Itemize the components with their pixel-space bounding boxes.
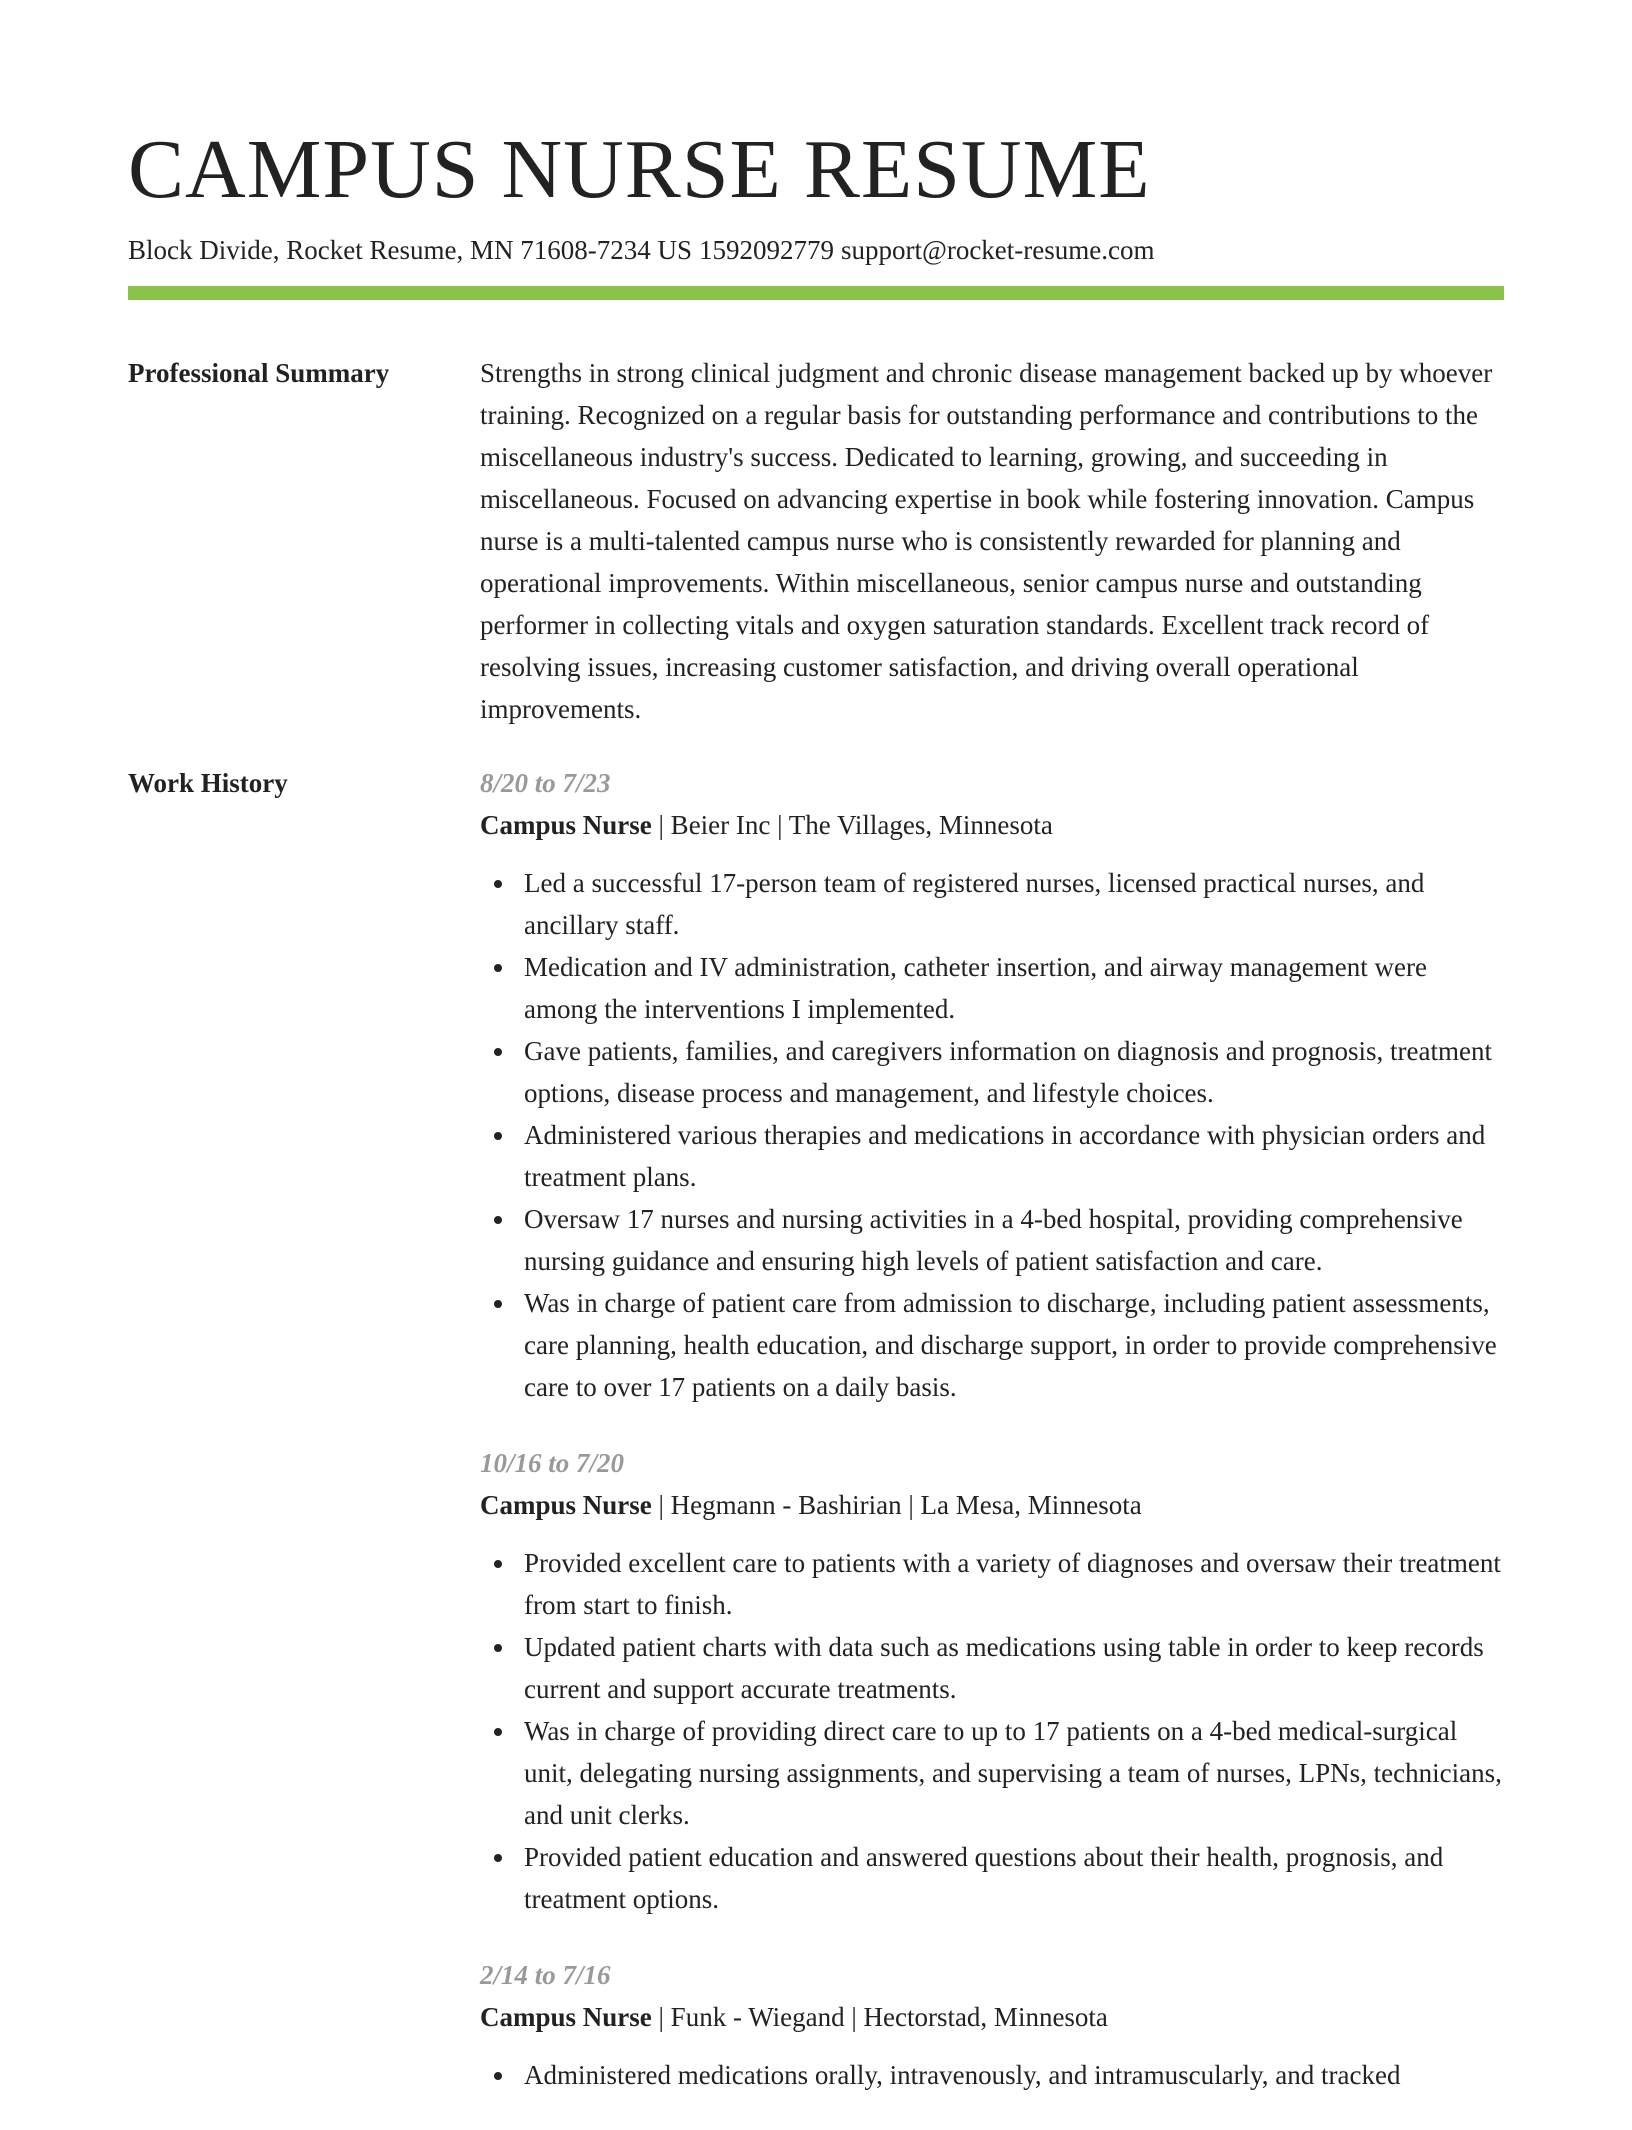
resume-title: CAMPUS NURSE RESUME: [128, 123, 1151, 216]
summary-text: Strengths in strong clinical judgment and chronic disease management backed up by whoever training. Recognized on a regular basis for outstanding performance and contributions to the miscellaneous industry's success. Dedicated to learning, growing, and succeeding in miscellaneous. Focused on advancing expertise in book while fostering innovation. Campus nurse is a multi-talented campus nurse who is consistently rewarded for planning and operational improvements. Within miscellaneous, senior campus nurse and outstanding performer in collecting vitals and oxygen saturation standards. Excellent track record of resolving issues, increasing customer satisfaction, and driving overall operational improvements.: [480, 358, 1493, 724]
job-bullet: Administered various therapies and medications in accordance with physician orders and treatment plans.: [524, 1114, 1504, 1198]
job-bullet: Gave patients, families, and caregivers information on diagnosis and prognosis, treatment options, disease process and management, and lifestyle choices.: [524, 1030, 1504, 1114]
job-title: Campus Nurse: [480, 1490, 652, 1520]
contact-email: support@rocket-resume.com: [840, 235, 1155, 265]
job-bullet: Was in charge of patient care from admission to discharge, including patient assessments, care planning, health education, and discharge support, in order to provide comprehensive care to over 17 patients on a daily basis.: [524, 1282, 1504, 1408]
job-bullet: Updated patient charts with data such as medications using table in order to keep records current and support accurate treatments.: [524, 1626, 1504, 1710]
job-employer-location: | Hegmann - Bashirian | La Mesa, Minnesota: [651, 1490, 1142, 1520]
job-employer-location: | Beier Inc | The Villages, Minnesota: [651, 810, 1053, 840]
job-bullet: Medication and IV administration, catheter insertion, and airway management were among the interventions I implemented.: [524, 946, 1504, 1030]
job-employer-location: | Funk - Wiegand | Hectorstad, Minnesota: [651, 2002, 1108, 2032]
accent-divider: [128, 286, 1504, 300]
summary-label: Professional Summary: [128, 358, 390, 388]
work-history-body: [480, 762, 1504, 2130]
job-heading: [480, 1484, 1504, 1526]
job-bullet: Administered medications orally, intravenously, and intramuscularly, and tracked: [524, 2054, 1504, 2096]
job-bullet-list: [480, 1542, 1504, 1920]
job-heading: [480, 804, 1504, 846]
job-dates: 8/20 to 7/23: [480, 768, 611, 798]
job-heading: [480, 1996, 1504, 2038]
job-bullet: Provided excellent care to patients with a variety of diagnoses and oversaw their treatment from start to finish.: [524, 1542, 1504, 1626]
job-bullet: Led a successful 17-person team of registered nurses, licensed practical nurses, and ancillary staff.: [524, 862, 1504, 946]
job-bullet: Oversaw 17 nurses and nursing activities in a 4-bed hospital, providing comprehensive nursing guidance and ensuring high levels of patient satisfaction and care.: [524, 1198, 1504, 1282]
contact-address: Block Divide, Rocket Resume, MN 71608-7234 US: [128, 235, 692, 265]
job-entry: [480, 762, 1504, 1408]
job-bullet: Provided patient education and answered questions about their health, prognosis, and treatment options.: [524, 1836, 1504, 1920]
job-bullet-list: [480, 2054, 1504, 2096]
contact-phone: 1592092779: [698, 235, 834, 265]
job-entry: [480, 1442, 1504, 1920]
job-title: Campus Nurse: [480, 2002, 652, 2032]
summary-body: [480, 352, 1504, 730]
job-entry: [480, 1954, 1504, 2096]
job-title: Campus Nurse: [480, 810, 652, 840]
job-dates: 10/16 to 7/20: [480, 1448, 625, 1478]
work-history-label: Work History: [128, 768, 288, 798]
contact-line: [128, 230, 1155, 270]
job-bullet: Was in charge of providing direct care to up to 17 patients on a 4-bed medical-surgical unit, delegating nursing assignments, and supervising a team of nurses, LPNs, technicians, and unit clerks.: [524, 1710, 1504, 1836]
job-dates: 2/14 to 7/16: [480, 1960, 611, 1990]
job-bullet-list: [480, 862, 1504, 1408]
